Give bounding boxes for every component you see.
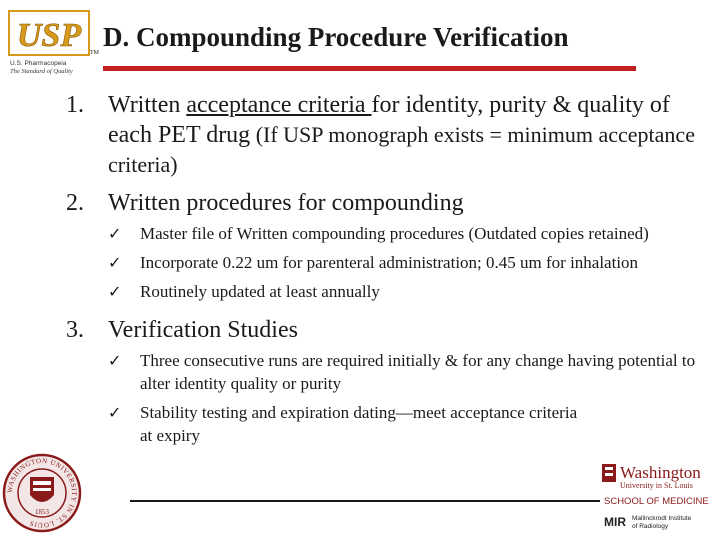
slide-title: D. Compounding Procedure Verification xyxy=(103,22,569,52)
subitem xyxy=(108,251,716,274)
check-icon: ✓ xyxy=(108,351,122,370)
wu-name: Washington xyxy=(620,463,701,482)
item-text xyxy=(108,90,716,180)
usp-tagline-1: U.S. Pharmacopeia xyxy=(10,60,67,67)
check-icon: ✓ xyxy=(108,282,122,301)
list-item-3 xyxy=(66,315,716,345)
item-text: Written procedures for compounding xyxy=(108,190,464,216)
subitem xyxy=(108,401,586,447)
wu-school-of-medicine-logo xyxy=(600,458,715,538)
wu-school: SCHOOL OF MEDICINE xyxy=(604,496,709,507)
subitem-text: Master file of Written compounding procedures (Outdated copies retained) xyxy=(140,224,649,243)
usp-letters: USP xyxy=(16,17,82,54)
subitem xyxy=(108,222,716,245)
subitem-text: Routinely updated at least annually xyxy=(140,282,380,301)
subitem-text: Three consecutive runs are required initially & for any change having potential to alter identity quality or purity xyxy=(140,351,696,393)
title-divider xyxy=(103,66,636,71)
usp-tagline-2: The Standard of Quality xyxy=(10,68,73,75)
check-icon: ✓ xyxy=(108,224,122,243)
subitem xyxy=(108,280,716,303)
wu-sub: University in St. Louis xyxy=(620,481,693,490)
item-number: 1. xyxy=(66,92,84,118)
check-icon: ✓ xyxy=(108,253,122,272)
sublist-2 xyxy=(66,222,716,303)
list-item-2 xyxy=(66,188,716,218)
item-text-start: Written xyxy=(108,92,187,118)
item-number: 3. xyxy=(66,317,84,343)
subitem xyxy=(108,349,716,395)
university-seal xyxy=(2,453,82,533)
slide-content xyxy=(66,90,716,447)
subitem-text: Incorporate 0.22 um for parenteral administration; 0.45 um for inhalation xyxy=(140,253,639,272)
footer-divider xyxy=(130,500,600,502)
item-text-note: (If USP monograph exists = minimum acceptance criteria) xyxy=(108,122,695,177)
mir-mark: MIR xyxy=(604,515,626,529)
sublist-3 xyxy=(66,349,716,447)
usp-logo xyxy=(8,10,98,80)
item-text: Verification Studies xyxy=(108,317,298,343)
mir-line-2: of Radiology xyxy=(632,523,669,530)
subitem-text: Stability testing and expiration dating—meet acceptance criteria at expiry xyxy=(140,403,578,445)
list-item-1 xyxy=(66,90,716,180)
item-text-end: for identity, purity & quality of each PET drug xyxy=(108,92,670,148)
item-text-underlined: acceptance criteria xyxy=(186,92,372,118)
mir-line-1: Mallinckrodt Institute xyxy=(632,515,692,522)
item-number: 2. xyxy=(66,190,84,216)
check-icon: ✓ xyxy=(108,403,122,422)
seal-year: 1853 xyxy=(35,508,49,516)
usp-tm: TM xyxy=(90,50,99,56)
seal-ring-text: WASHINGTON UNIVERSITY IN ST. LOUIS xyxy=(5,456,79,530)
